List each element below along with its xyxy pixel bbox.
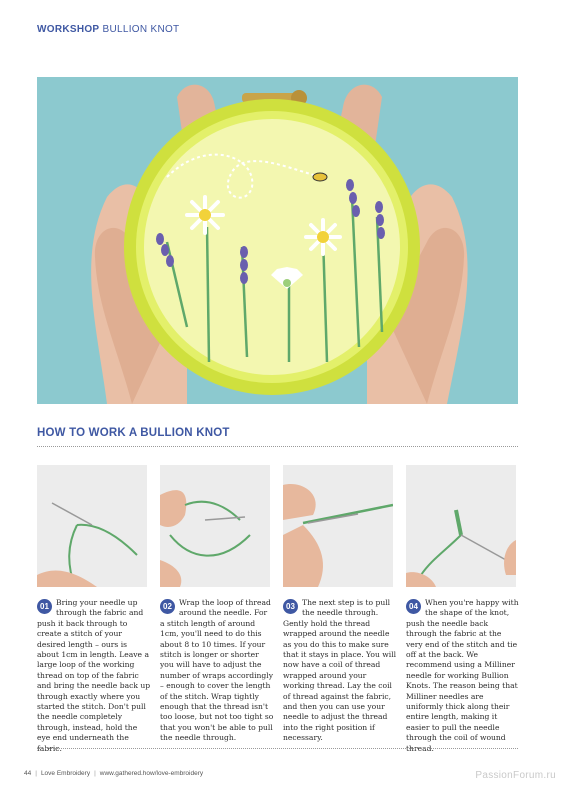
step-photo-4	[406, 465, 516, 587]
step-3	[283, 598, 397, 744]
bee-body	[313, 173, 327, 181]
magazine-name: Love Embroidery	[40, 770, 91, 777]
step-text: The next step is to pull the needle through. Gently hold the thread wrapped around the needle as you do this to make sure that it stays in place. You will now have a coil of thread wrapped around your working thread. Lay the coil of thread against the fabric, and then you can use your needle to adjust the thread into the right position if necessary.	[283, 598, 397, 743]
hero-photo	[37, 77, 518, 404]
step-number-badge: 03	[283, 599, 298, 614]
hoop-fabric	[144, 119, 400, 375]
page-footer: 44 | Love Embroidery | www.gathered.how/love-embroidery	[24, 770, 204, 777]
step-text: Wrap the loop of thread around the needle. For a stitch length of around 1cm, you'll need to do this about 8 to 10 times. If your stitch is longer or shorter you will have to adjust the number of wraps accordingly – enough to cover the length of the stitch. Wrap tightly enough that the thread isn't too loose, but not too tight so that you won't be able to pull the needle through.	[160, 598, 274, 743]
step-text: When you're happy with the shape of the knot, push the needle back through the fabric at the very end of the stitch and tie off at the back. We recommend using a Milliner needle for working Bullion Knots. The reason being that Milliner needles are uniformly thick along their entire length, making it easier to pull the needle through the coil of wound thread.	[406, 598, 519, 753]
divider-bottom	[37, 748, 518, 749]
step-photo-2	[160, 465, 270, 587]
step-4	[406, 598, 520, 754]
page-header	[37, 24, 179, 35]
divider-top	[37, 446, 518, 447]
section-title: HOW TO WORK A BULLION KNOT	[37, 427, 230, 439]
watermark: PassionForum.ru	[475, 770, 556, 781]
step-text: Bring your needle up through the fabric and push it back through to create a stitch of your desired length – ours is about 1cm in length. Leave a large loop of the working thread on top of the fabric and bring the needle back up through exactly where you started the stitch. Don't pull the needle completely through, instead, hold the eye end underneath the fabric.	[37, 598, 151, 753]
step-number-badge: 01	[37, 599, 52, 614]
header-topic: BULLION KNOT	[102, 24, 180, 35]
magazine-url: www.gathered.how/love-embroidery	[99, 770, 204, 777]
step-number-badge: 04	[406, 599, 421, 614]
page-number: 44	[24, 770, 32, 777]
step-photo-1	[37, 465, 147, 587]
header-section: WORKSHOP	[37, 24, 100, 35]
step-1	[37, 598, 151, 754]
step-photo-3	[283, 465, 393, 587]
step-number-badge: 02	[160, 599, 175, 614]
embroidery-hoop-illustration	[37, 77, 518, 404]
step-2	[160, 598, 274, 744]
